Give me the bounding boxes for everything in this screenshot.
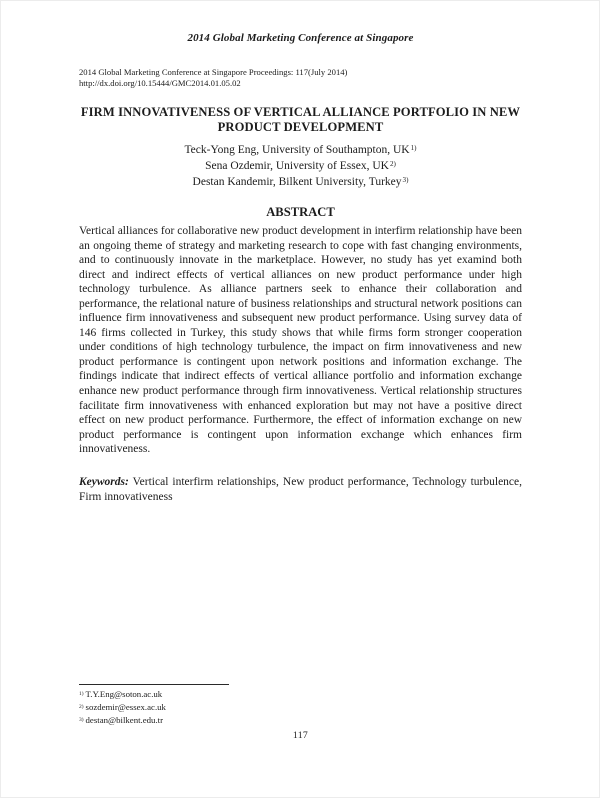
author-line: [79, 174, 522, 190]
keywords-text: Vertical interfirm relationships, New product performance, Technology turbulence, Firm innovativeness: [79, 476, 523, 503]
footnote-line: [79, 688, 522, 701]
abstract-text: Vertical alliances for collaborative new product development in interfirm relationship have been an ongoing theme of strategy and marketing research to cope with fast changing environments, and to continuously innovate in the marketplace. However, no study has yet examind both direct and indirect effects of vertical alliances on new product performance under high technology turbulence. As alliance partners seek to enhance their collaboration and performance, the relational nature of business relationships and structural network positions can influence firm innovativeness and subsequent new product performance. Using survey data of 146 firms collected in Turkey, this study shows that while firms form stronger cooperation under conditions of high technology turbulence, the impact on firm innovativeness and new product performance is contingent upon network positions and information exchange. The findings indicate that indirect effects of vertical alliance portfolio and information exchange enhance new product performance through firm innovativeness. Vertical relationship structures facilitate firm innovativeness with enhanced exploration but may not have a positive direct effect on new product performance. Furthermore, the effect of information exchange on new product performance is contingent upon information exchange which enhances firm innovativeness.: [79, 225, 522, 456]
doi-line: http://dx.doi.org/10.15444/GMC2014.01.05.02: [79, 78, 241, 88]
citation-block: [79, 67, 522, 89]
author-name-affiliation: Teck-Yong Eng, University of Southampton, UK: [184, 144, 410, 156]
author-name-affiliation: Sena Ozdemir, University of Essex, UK: [205, 160, 389, 173]
footnote-line: [79, 701, 522, 714]
author-name-affiliation: Destan Kandemir, Bilkent University, Turkey: [192, 176, 402, 189]
proceedings-line: 2014 Global Marketing Conference at Singapore Proceedings: 117(July 2014): [79, 67, 348, 77]
author-footnote-marker: 3): [402, 176, 409, 185]
author-line: [79, 142, 522, 158]
footnote-marker: 3): [79, 716, 84, 723]
paper-title: FIRM INNOVATIVENESS OF VERTICAL ALLIANCE PORTFOLIO IN NEW PRODUCT DEVELOPMENT: [80, 105, 521, 134]
footnote-list: [79, 688, 522, 728]
abstract-heading: ABSTRACT: [266, 205, 335, 219]
keywords-block: [79, 475, 522, 504]
author-footnote-marker: 1): [410, 143, 417, 152]
footnote-marker: 2): [79, 703, 84, 710]
footnote-email: sozdemir@essex.ac.uk: [85, 702, 166, 713]
footnote-separator-rule: [79, 684, 229, 685]
footnote-line: [79, 714, 522, 727]
author-list: [79, 142, 522, 191]
running-head: 2014 Global Marketing Conference at Singapore: [187, 32, 414, 44]
author-line: [79, 158, 522, 174]
footnote-email: destan@bilkent.edu.tr: [85, 715, 164, 726]
keywords-label: Keywords:: [79, 476, 129, 488]
footnote-email: T.Y.Eng@soton.ac.uk: [85, 689, 163, 699]
author-footnote-marker: 2): [389, 160, 396, 168]
page-number: 117: [292, 730, 309, 741]
footnote-marker: 1): [79, 690, 84, 697]
